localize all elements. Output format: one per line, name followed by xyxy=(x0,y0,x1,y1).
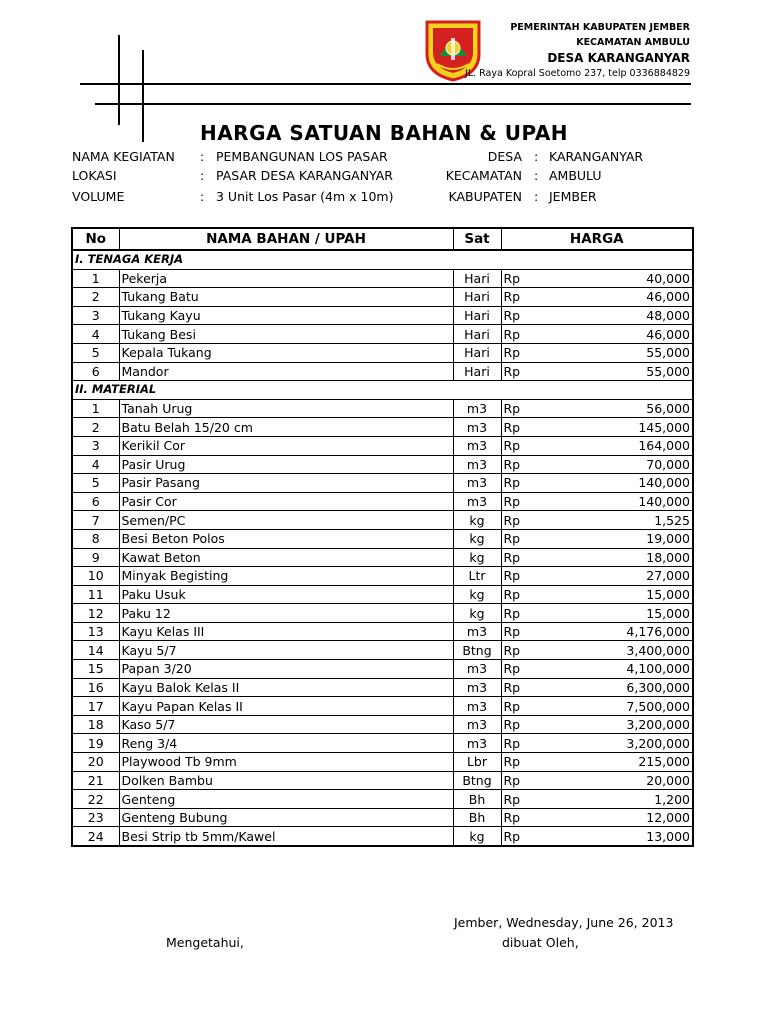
row-price: 3,200,000 xyxy=(541,715,693,734)
table-row xyxy=(72,343,693,362)
table-row xyxy=(72,753,693,772)
row-item-name: Kawat Beton xyxy=(119,548,453,567)
table-row xyxy=(72,306,693,325)
row-price: 4,176,000 xyxy=(541,622,693,641)
row-item-name: Besi Beton Polos xyxy=(119,529,453,548)
row-number: 1 xyxy=(72,399,119,418)
row-number: 2 xyxy=(72,418,119,437)
row-price: 145,000 xyxy=(541,418,693,437)
row-number: 19 xyxy=(72,734,119,753)
table-row xyxy=(72,399,693,418)
row-item-name: Besi Strip tb 5mm/Kawel xyxy=(119,827,453,846)
row-number: 16 xyxy=(72,678,119,697)
row-number: 8 xyxy=(72,529,119,548)
kabupaten-value: JEMBER xyxy=(549,189,597,204)
row-price: 70,000 xyxy=(541,455,693,474)
table-row xyxy=(72,808,693,827)
header-nama: NAMA BAHAN / UPAH xyxy=(119,228,453,250)
kecamatan-value: AMBULU xyxy=(549,168,602,183)
header-line-4: JL. Raya Kopral Soetomo 237, telp 0336884829 xyxy=(465,68,690,79)
row-currency: Rp xyxy=(501,604,541,623)
row-unit: m3 xyxy=(453,660,501,679)
row-number: 18 xyxy=(72,715,119,734)
row-currency: Rp xyxy=(501,567,541,586)
row-currency: Rp xyxy=(501,288,541,307)
row-price: 164,000 xyxy=(541,436,693,455)
row-price: 140,000 xyxy=(541,474,693,493)
header-line-1: PEMERINTAH KABUPATEN JEMBER xyxy=(510,22,690,33)
row-price: 56,000 xyxy=(541,399,693,418)
table-row xyxy=(72,660,693,679)
row-item-name: Papan 3/20 xyxy=(119,660,453,679)
table-row xyxy=(72,697,693,716)
nama-kegiatan-value: PEMBANGUNAN LOS PASAR xyxy=(216,149,388,164)
table-row xyxy=(72,715,693,734)
row-item-name: Pekerja xyxy=(119,269,453,288)
row-currency: Rp xyxy=(501,827,541,846)
crop-mark-vertical-1 xyxy=(118,35,120,125)
row-item-name: Kayu Balok Kelas II xyxy=(119,678,453,697)
row-item-name: Playwood Tb 9mm xyxy=(119,753,453,772)
desa-value: KARANGANYAR xyxy=(549,149,644,164)
row-number: 15 xyxy=(72,660,119,679)
row-unit: m3 xyxy=(453,734,501,753)
row-item-name: Mandor xyxy=(119,362,453,381)
table-row xyxy=(72,492,693,511)
row-unit: m3 xyxy=(453,715,501,734)
row-unit: kg xyxy=(453,511,501,530)
row-unit: Hari xyxy=(453,306,501,325)
row-item-name: Genteng Bubung xyxy=(119,808,453,827)
row-price: 12,000 xyxy=(541,808,693,827)
row-item-name: Kepala Tukang xyxy=(119,343,453,362)
footer-date: Jember, Wednesday, June 26, 2013 xyxy=(454,915,674,930)
row-price: 1,200 xyxy=(541,790,693,809)
row-currency: Rp xyxy=(501,399,541,418)
lokasi-colon: : xyxy=(200,168,205,183)
row-price: 46,000 xyxy=(541,288,693,307)
kabupaten-colon: : xyxy=(534,189,539,204)
row-currency: Rp xyxy=(501,678,541,697)
row-item-name: Tukang Kayu xyxy=(119,306,453,325)
header-line-3: DESA KARANGANYAR xyxy=(547,51,690,65)
row-currency: Rp xyxy=(501,529,541,548)
row-unit: m3 xyxy=(453,697,501,716)
row-item-name: Dolken Bambu xyxy=(119,771,453,790)
header-no: No xyxy=(72,228,119,250)
row-currency: Rp xyxy=(501,585,541,604)
row-number: 22 xyxy=(72,790,119,809)
row-price: 3,400,000 xyxy=(541,641,693,660)
row-currency: Rp xyxy=(501,474,541,493)
header-sat: Sat xyxy=(453,228,501,250)
row-item-name: Pasir Urug xyxy=(119,455,453,474)
row-currency: Rp xyxy=(501,548,541,567)
row-item-name: Tanah Urug xyxy=(119,399,453,418)
row-price: 55,000 xyxy=(541,362,693,381)
row-number: 7 xyxy=(72,511,119,530)
row-price: 19,000 xyxy=(541,529,693,548)
lokasi-value: PASAR DESA KARANGANYAR xyxy=(216,168,393,183)
table-row xyxy=(72,325,693,344)
row-currency: Rp xyxy=(501,269,541,288)
row-unit: m3 xyxy=(453,399,501,418)
row-currency: Rp xyxy=(501,511,541,530)
row-currency: Rp xyxy=(501,660,541,679)
table-row xyxy=(72,362,693,381)
table-row xyxy=(72,288,693,307)
desa-label: DESA xyxy=(487,149,522,164)
nama-kegiatan-colon: : xyxy=(200,149,205,164)
section-title: II. MATERIAL xyxy=(72,381,693,400)
row-price: 4,100,000 xyxy=(541,660,693,679)
row-item-name: Tukang Besi xyxy=(119,325,453,344)
table-row xyxy=(72,771,693,790)
row-number: 6 xyxy=(72,492,119,511)
row-unit: kg xyxy=(453,529,501,548)
row-price: 1,525 xyxy=(541,511,693,530)
table-row xyxy=(72,269,693,288)
row-price: 15,000 xyxy=(541,604,693,623)
row-item-name: Kerikil Cor xyxy=(119,436,453,455)
row-currency: Rp xyxy=(501,697,541,716)
row-unit: Btng xyxy=(453,771,501,790)
row-currency: Rp xyxy=(501,641,541,660)
row-number: 4 xyxy=(72,325,119,344)
footer-dibuat-oleh: dibuat Oleh, xyxy=(502,935,579,950)
table-row xyxy=(72,734,693,753)
row-price: 13,000 xyxy=(541,827,693,846)
row-item-name: Batu Belah 15/20 cm xyxy=(119,418,453,437)
row-number: 17 xyxy=(72,697,119,716)
row-number: 3 xyxy=(72,306,119,325)
row-unit: m3 xyxy=(453,474,501,493)
row-currency: Rp xyxy=(501,753,541,772)
table-row xyxy=(72,529,693,548)
row-item-name: Kayu Papan Kelas II xyxy=(119,697,453,716)
row-number: 4 xyxy=(72,455,119,474)
row-number: 1 xyxy=(72,269,119,288)
row-currency: Rp xyxy=(501,455,541,474)
row-item-name: Pasir Cor xyxy=(119,492,453,511)
row-item-name: Paku 12 xyxy=(119,604,453,623)
row-currency: Rp xyxy=(501,343,541,362)
table-row xyxy=(72,455,693,474)
table-row xyxy=(72,436,693,455)
row-price: 20,000 xyxy=(541,771,693,790)
row-unit: m3 xyxy=(453,418,501,437)
row-price: 48,000 xyxy=(541,306,693,325)
table-row xyxy=(72,641,693,660)
row-unit: Ltr xyxy=(453,567,501,586)
row-currency: Rp xyxy=(501,325,541,344)
row-number: 6 xyxy=(72,362,119,381)
section-row xyxy=(72,381,693,400)
row-number: 9 xyxy=(72,548,119,567)
row-unit: kg xyxy=(453,585,501,604)
desa-colon: : xyxy=(534,149,539,164)
row-item-name: Paku Usuk xyxy=(119,585,453,604)
kabupaten-label: KABUPATEN xyxy=(448,189,522,204)
table-row xyxy=(72,622,693,641)
nama-kegiatan-label: NAMA KEGIATAN xyxy=(72,149,175,164)
section-row xyxy=(72,250,693,269)
row-item-name: Kaso 5/7 xyxy=(119,715,453,734)
row-price: 7,500,000 xyxy=(541,697,693,716)
table-row xyxy=(72,548,693,567)
row-number: 21 xyxy=(72,771,119,790)
row-currency: Rp xyxy=(501,734,541,753)
row-currency: Rp xyxy=(501,622,541,641)
footer-mengetahui: Mengetahui, xyxy=(166,935,244,950)
row-unit: Hari xyxy=(453,325,501,344)
row-currency: Rp xyxy=(501,492,541,511)
row-currency: Rp xyxy=(501,436,541,455)
row-currency: Rp xyxy=(501,771,541,790)
row-number: 13 xyxy=(72,622,119,641)
row-item-name: Semen/PC xyxy=(119,511,453,530)
row-unit: Hari xyxy=(453,343,501,362)
table-header-row xyxy=(72,228,693,250)
row-number: 24 xyxy=(72,827,119,846)
table-row xyxy=(72,511,693,530)
row-currency: Rp xyxy=(501,790,541,809)
row-unit: kg xyxy=(453,827,501,846)
row-currency: Rp xyxy=(501,808,541,827)
row-number: 3 xyxy=(72,436,119,455)
row-number: 23 xyxy=(72,808,119,827)
row-unit: m3 xyxy=(453,492,501,511)
row-currency: Rp xyxy=(501,715,541,734)
row-price: 215,000 xyxy=(541,753,693,772)
volume-colon: : xyxy=(200,189,205,204)
row-number: 20 xyxy=(72,753,119,772)
table-row xyxy=(72,585,693,604)
row-unit: Bh xyxy=(453,790,501,809)
row-item-name: Minyak Begisting xyxy=(119,567,453,586)
row-item-name: Reng 3/4 xyxy=(119,734,453,753)
row-price: 3,200,000 xyxy=(541,734,693,753)
row-price: 15,000 xyxy=(541,585,693,604)
row-number: 5 xyxy=(72,474,119,493)
table-row xyxy=(72,604,693,623)
row-unit: m3 xyxy=(453,455,501,474)
row-item-name: Kayu 5/7 xyxy=(119,641,453,660)
row-unit: Lbr xyxy=(453,753,501,772)
row-price: 55,000 xyxy=(541,343,693,362)
kecamatan-colon: : xyxy=(534,168,539,183)
row-item-name: Tukang Batu xyxy=(119,288,453,307)
row-unit: m3 xyxy=(453,678,501,697)
row-item-name: Kayu Kelas III xyxy=(119,622,453,641)
table-row xyxy=(72,827,693,846)
row-price: 40,000 xyxy=(541,269,693,288)
letterhead-rule-top xyxy=(142,83,691,85)
row-unit: Hari xyxy=(453,362,501,381)
row-item-name: Pasir Pasang xyxy=(119,474,453,493)
row-price: 140,000 xyxy=(541,492,693,511)
kecamatan-label: KECAMATAN xyxy=(445,168,522,183)
row-number: 14 xyxy=(72,641,119,660)
row-number: 10 xyxy=(72,567,119,586)
row-currency: Rp xyxy=(501,362,541,381)
row-currency: Rp xyxy=(501,306,541,325)
row-price: 6,300,000 xyxy=(541,678,693,697)
row-price: 27,000 xyxy=(541,567,693,586)
row-number: 2 xyxy=(72,288,119,307)
row-unit: kg xyxy=(453,548,501,567)
table-row xyxy=(72,790,693,809)
row-price: 18,000 xyxy=(541,548,693,567)
row-number: 11 xyxy=(72,585,119,604)
lokasi-label: LOKASI xyxy=(72,168,117,183)
table-body xyxy=(72,250,693,846)
row-unit: Btng xyxy=(453,641,501,660)
table-row xyxy=(72,474,693,493)
table-row xyxy=(72,418,693,437)
row-unit: m3 xyxy=(453,622,501,641)
table-row xyxy=(72,567,693,586)
row-number: 5 xyxy=(72,343,119,362)
table-row xyxy=(72,678,693,697)
volume-value: 3 Unit Los Pasar (4m x 10m) xyxy=(216,189,394,204)
price-table xyxy=(71,227,694,847)
row-number: 12 xyxy=(72,604,119,623)
row-item-name: Genteng xyxy=(119,790,453,809)
row-unit: kg xyxy=(453,604,501,623)
row-price: 46,000 xyxy=(541,325,693,344)
row-unit: Hari xyxy=(453,288,501,307)
header-harga: HARGA xyxy=(501,228,693,250)
header-line-2: KECAMATAN AMBULU xyxy=(576,37,690,48)
row-unit: Bh xyxy=(453,808,501,827)
row-unit: Hari xyxy=(453,269,501,288)
row-unit: m3 xyxy=(453,436,501,455)
row-currency: Rp xyxy=(501,418,541,437)
document-title: HARGA SATUAN BAHAN & UPAH xyxy=(199,121,569,145)
letterhead-rule-bottom xyxy=(142,103,691,105)
volume-label: VOLUME xyxy=(72,189,125,204)
section-title: I. TENAGA KERJA xyxy=(72,250,693,269)
